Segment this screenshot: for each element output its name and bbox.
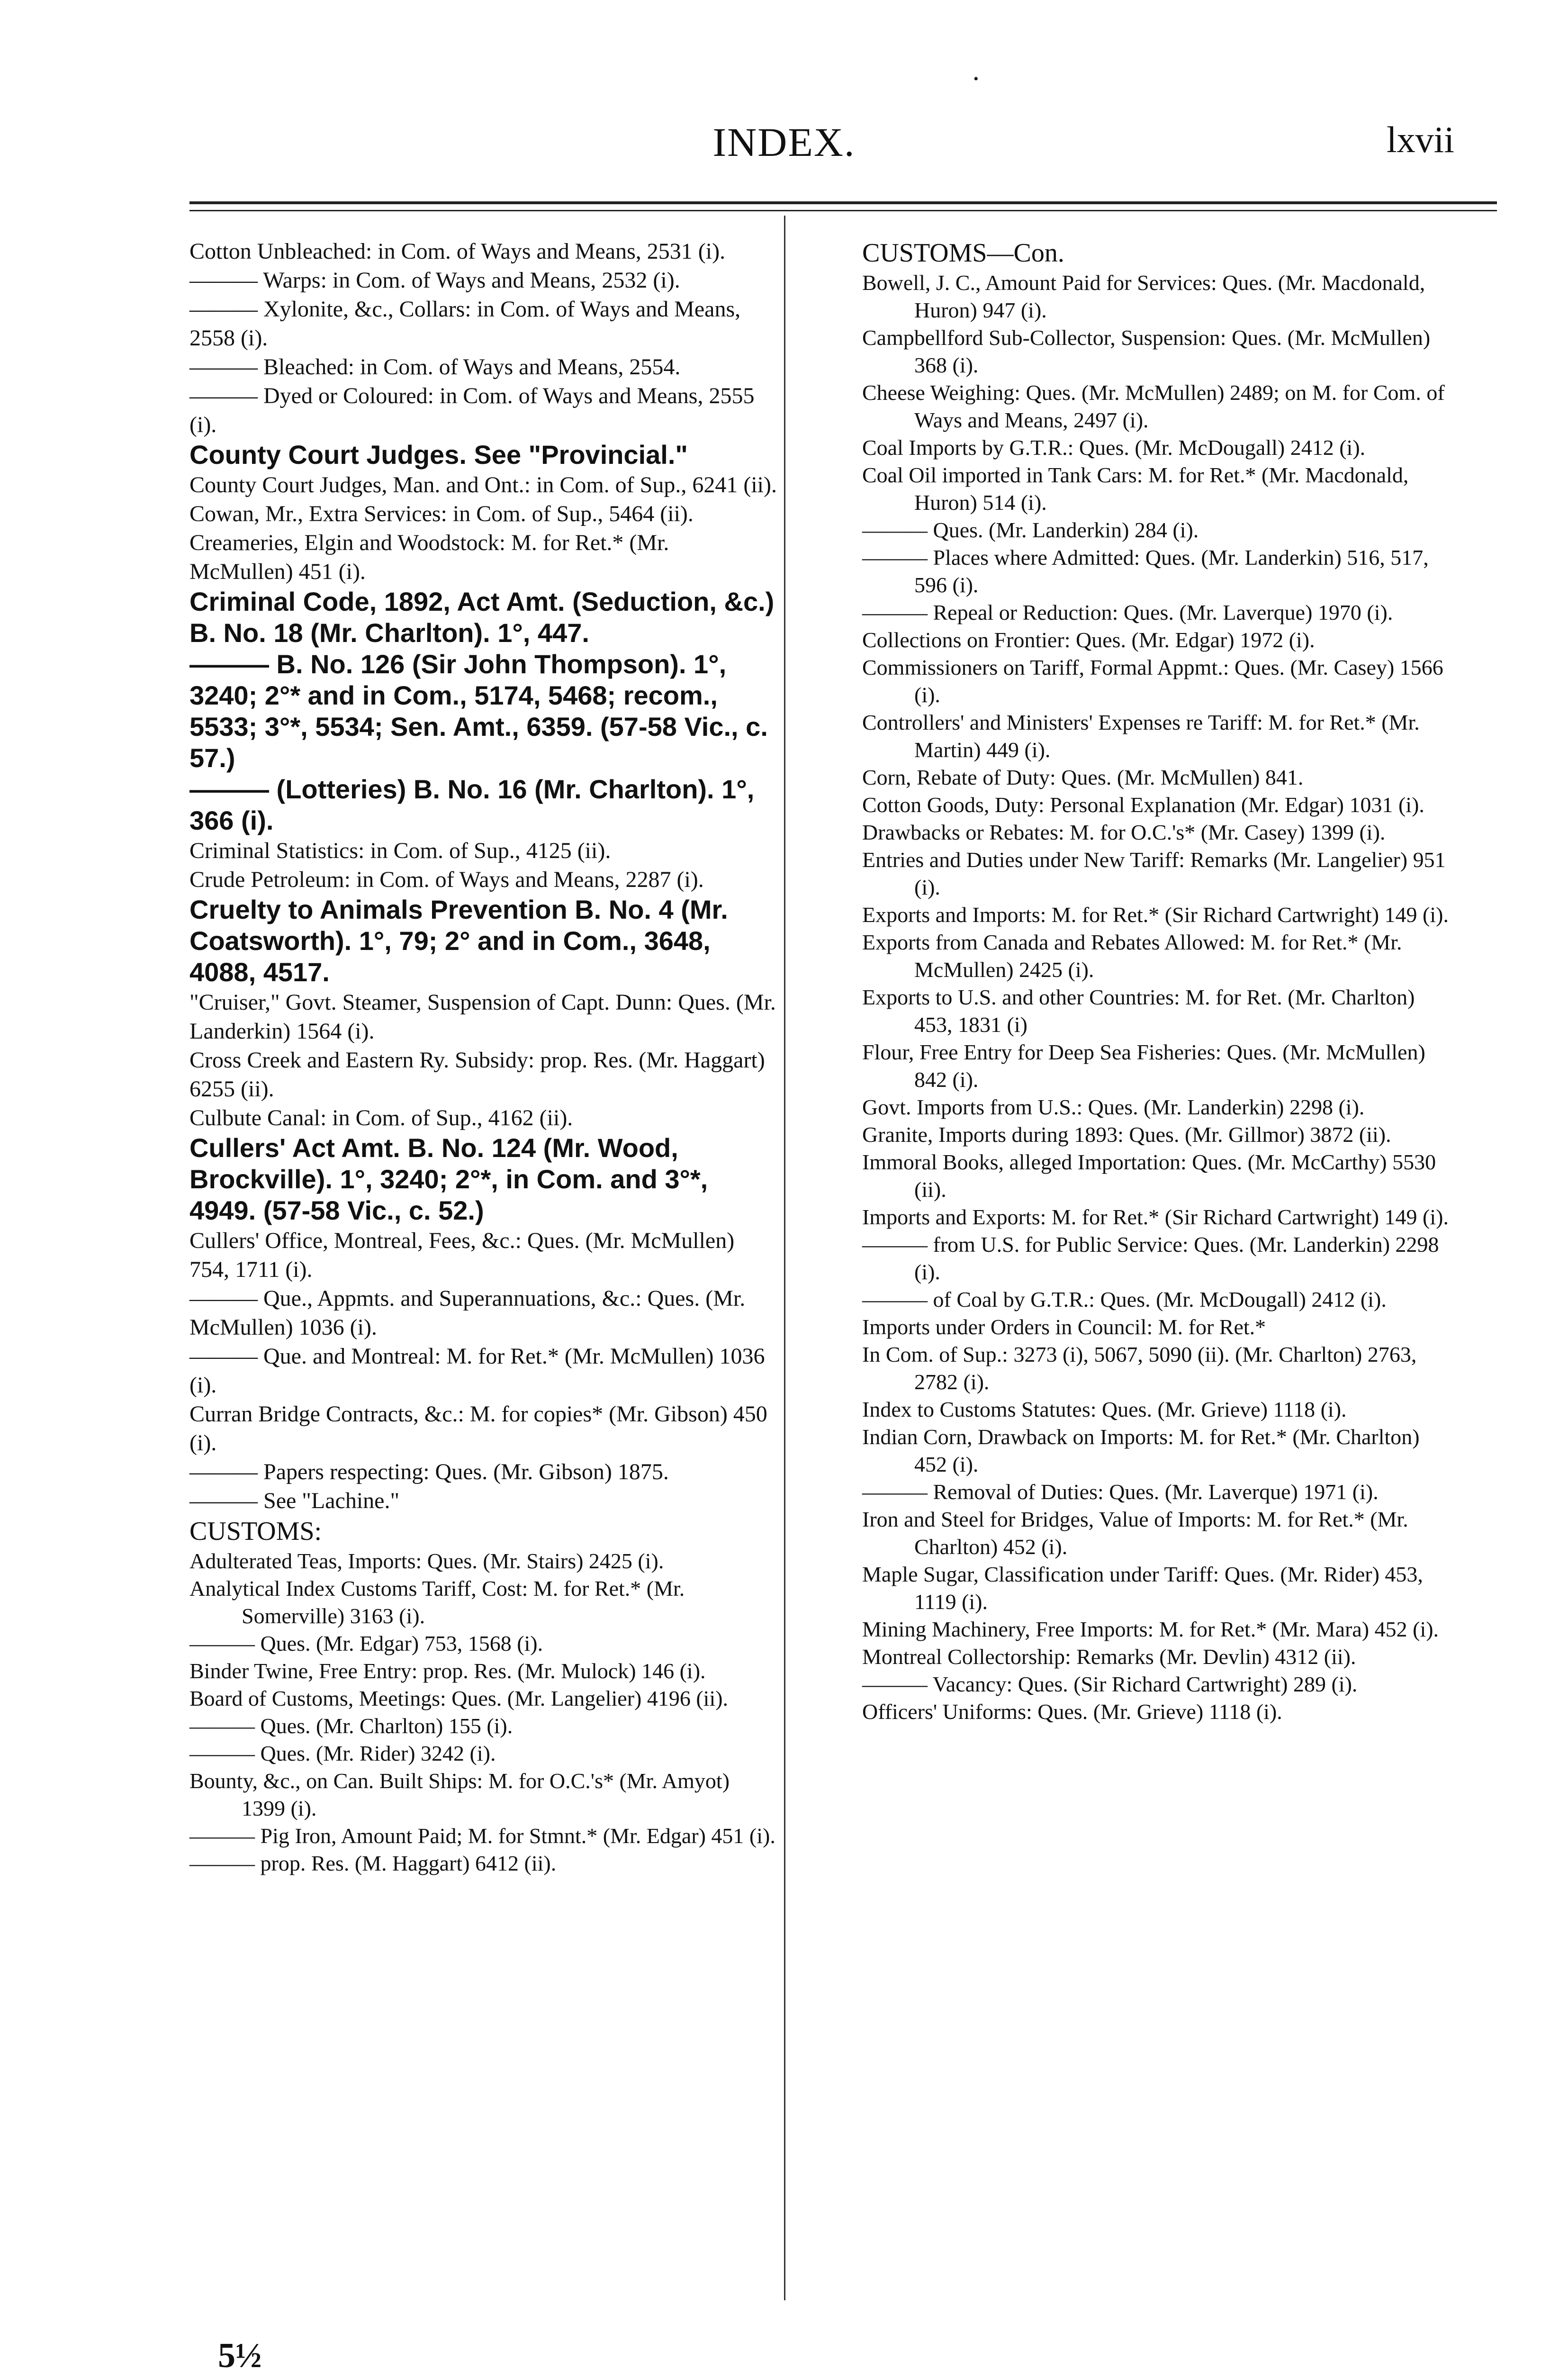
index-entry: Flour, Free Entry for Deep Sea Fisheries: Ques. (Mr. McMullen) 842 (i).	[862, 1040, 1425, 1092]
index-entry: Criminal Statistics: in Com. of Sup., 4125 (ii).	[189, 838, 611, 863]
index-entry: Collections on Frontier: Ques. (Mr. Edgar) 1972 (i).	[862, 628, 1315, 652]
index-entry: Criminal Code, 1892, Act Amt. (Seduction, &c.) B. No. 18 (Mr. Charlton). 1°, 447.	[189, 587, 775, 648]
index-entry: ——— Papers respecting: Ques. (Mr. Gibson) 1875.	[189, 1459, 669, 1484]
index-entry: Controllers' and Ministers' Expenses re Tariff: M. for Ret.* (Mr. Martin) 449 (i).	[862, 710, 1420, 762]
index-entry: Cullers' Office, Montreal, Fees, &c.: Ques. (Mr. McMullen) 754, 1711 (i).	[189, 1228, 735, 1282]
index-entry: Entries and Duties under New Tariff: Remarks (Mr. Langelier) 951 (i).	[862, 848, 1446, 899]
index-entry: Bowell, J. C., Amount Paid for Services: Ques. (Mr. Macdonald, Huron) 947 (i).	[862, 271, 1425, 322]
index-entry: Mining Machinery, Free Imports: M. for Ret.* (Mr. Mara) 452 (i).	[862, 1617, 1439, 1641]
index-entry: Granite, Imports during 1893: Ques. (Mr. Gillmor) 3872 (ii).	[862, 1122, 1391, 1147]
index-entry: Index to Customs Statutes: Ques. (Mr. Grieve) 1118 (i).	[862, 1397, 1347, 1421]
index-entry: ——— Places where Admitted: Ques. (Mr. Landerkin) 516, 517, 596 (i).	[862, 545, 1429, 597]
index-entry: ——— Vacancy: Ques. (Sir Richard Cartwright) 289 (i).	[862, 1672, 1358, 1696]
signature-mark: 5½	[218, 2336, 262, 2369]
index-entry: Immoral Books, alleged Importation: Ques. (Mr. McCarthy) 5530 (ii).	[862, 1150, 1436, 1202]
index-entry: Cotton Goods, Duty: Personal Explanation (Mr. Edgar) 1031 (i).	[862, 793, 1424, 817]
index-entry: Imports under Orders in Council: M. for Ret.*	[862, 1315, 1266, 1339]
index-entry: ——— Ques. (Mr. Landerkin) 284 (i).	[862, 518, 1199, 542]
index-entry: ——— Bleached: in Com. of Ways and Means, 2554.	[189, 354, 681, 380]
index-entry: Drawbacks or Rebates: M. for O.C.'s* (Mr. Casey) 1399 (i).	[862, 820, 1386, 844]
index-entry: Adulterated Teas, Imports: Ques. (Mr. Stairs) 2425 (i).	[189, 1549, 664, 1573]
index-entry: Indian Corn, Drawback on Imports: M. for Ret.* (Mr. Charlton) 452 (i).	[862, 1425, 1420, 1476]
page-header	[0, 118, 1568, 166]
index-entry: ——— from U.S. for Public Service: Ques. (Mr. Landerkin) 2298 (i).	[862, 1232, 1439, 1284]
index-entry: Cullers' Act Amt. B. No. 124 (Mr. Wood, Brockville). 1°, 3240; 2°*, in Com. and 3°*, 4949. (57-58 Vic., c. 52.)	[189, 1133, 708, 1225]
index-entry: Govt. Imports from U.S.: Ques. (Mr. Landerkin) 2298 (i).	[862, 1095, 1365, 1119]
index-entry: Maple Sugar, Classification under Tariff: Ques. (Mr. Rider) 453, 1119 (i).	[862, 1562, 1423, 1614]
index-entry: ——— Que. and Montreal: M. for Ret.* (Mr. McMullen) 1036 (i).	[189, 1344, 765, 1398]
index-entry: Bounty, &c., on Can. Built Ships: M. for O.C.'s* (Mr. Amyot) 1399 (i).	[189, 1769, 730, 1820]
index-entry: Cowan, Mr., Extra Services: in Com. of Sup., 5464 (ii).	[189, 501, 694, 526]
index-entry: CUSTOMS—Con.	[862, 238, 1064, 268]
page-number: lxvii	[1386, 119, 1454, 160]
index-entry: Commissioners on Tariff, Formal Appmt.: Ques. (Mr. Casey) 1566 (i).	[862, 655, 1443, 707]
index-entry: Cotton Unbleached: in Com. of Ways and Means, 2531 (i).	[189, 239, 726, 264]
index-entry: ——— Dyed or Coloured: in Com. of Ways and Means, 2555 (i).	[189, 383, 755, 437]
index-entry: County Court Judges, Man. and Ont.: in Com. of Sup., 6241 (ii).	[189, 472, 777, 497]
index-entry: Culbute Canal: in Com. of Sup., 4162 (ii).	[189, 1105, 573, 1130]
index-entry: CUSTOMS:	[189, 1517, 322, 1546]
index-entry: Imports and Exports: M. for Ret.* (Sir Richard Cartwright) 149 (i).	[862, 1205, 1449, 1229]
index-entry: ——— (Lotteries) B. No. 16 (Mr. Charlton). 1°, 366 (i).	[189, 774, 755, 835]
stray-dot: •	[973, 71, 979, 87]
index-entry: ——— Xylonite, &c., Collars: in Com. of Ways and Means, 2558 (i).	[189, 297, 741, 351]
header-rule-thick	[189, 201, 1497, 204]
index-entry: Exports from Canada and Rebates Allowed: M. for Ret.* (Mr. McMullen) 2425 (i).	[862, 930, 1402, 982]
index-entry: "Cruiser," Govt. Steamer, Suspension of Capt. Dunn: Ques. (Mr. Landerkin) 1564 (i).	[189, 990, 776, 1044]
index-entry: Board of Customs, Meetings: Ques. (Mr. Langelier) 4196 (ii).	[189, 1686, 729, 1710]
index-entry: ——— of Coal by G.T.R.: Ques. (Mr. McDougall) 2412 (i).	[862, 1287, 1387, 1311]
index-entry: Coal Oil imported in Tank Cars: M. for Ret.* (Mr. Macdonald, Huron) 514 (i).	[862, 463, 1409, 515]
index-entry: ——— Pig Iron, Amount Paid; M. for Stmnt.* (Mr. Edgar) 451 (i).	[189, 1824, 775, 1848]
index-entry: Montreal Collectorship: Remarks (Mr. Devlin) 4312 (ii).	[862, 1645, 1356, 1669]
index-entry: Campbellford Sub-Collector, Suspension: Ques. (Mr. McMullen) 368 (i).	[862, 326, 1431, 377]
index-entry: Exports and Imports: M. for Ret.* (Sir Richard Cartwright) 149 (i).	[862, 903, 1449, 927]
index-entry: Corn, Rebate of Duty: Ques. (Mr. McMullen) 841.	[862, 765, 1304, 789]
index-entry: Crude Petroleum: in Com. of Ways and Means, 2287 (i).	[189, 867, 704, 892]
index-entry: ——— Ques. (Mr. Edgar) 753, 1568 (i).	[189, 1631, 543, 1655]
index-entry: Cross Creek and Eastern Ry. Subsidy: prop. Res. (Mr. Haggart) 6255 (ii).	[189, 1048, 765, 1102]
left-column	[189, 237, 777, 1877]
index-entry: Iron and Steel for Bridges, Value of Imports: M. for Ret.* (Mr. Charlton) 452 (i).	[862, 1507, 1408, 1559]
index-entry: Creameries, Elgin and Woodstock: M. for Ret.* (Mr. McMullen) 451 (i).	[189, 530, 669, 584]
header-rule-thin	[189, 210, 1497, 211]
page-title: INDEX.	[712, 119, 856, 165]
index-entry: Cruelty to Animals Prevention B. No. 4 (Mr. Coatsworth). 1°, 79; 2° and in Com., 3648, 4088, 4517.	[189, 895, 728, 987]
index-entry: ——— Ques. (Mr. Charlton) 155 (i).	[189, 1714, 513, 1738]
index-entry: ——— Repeal or Reduction: Ques. (Mr. Laverque) 1970 (i).	[862, 600, 1393, 624]
index-entry: ——— Que., Appmts. and Superannuations, &c.: Ques. (Mr. McMullen) 1036 (i).	[189, 1286, 746, 1340]
index-entry: Coal Imports by G.T.R.: Ques. (Mr. McDougall) 2412 (i).	[862, 435, 1366, 460]
index-entry: ——— See "Lachine."	[189, 1488, 400, 1513]
right-column	[862, 237, 1450, 1726]
column-divider	[784, 216, 785, 2300]
index-entry: ——— prop. Res. (M. Haggart) 6412 (ii).	[189, 1851, 557, 1875]
index-entry: Officers' Uniforms: Ques. (Mr. Grieve) 1118 (i).	[862, 1700, 1282, 1724]
index-entry: Analytical Index Customs Tariff, Cost: M. for Ret.* (Mr. Somerville) 3163 (i).	[189, 1576, 685, 1628]
index-entry: County Court Judges. See "Provincial."	[189, 440, 688, 470]
index-entry: Cheese Weighing: Ques. (Mr. McMullen) 2489; on M. for Com. of Ways and Means, 2497 (i).	[862, 380, 1445, 432]
index-entry: ——— B. No. 126 (Sir John Thompson). 1°, 3240; 2°* and in Com., 5174, 5468; recom., 5533; 3°*, 5534; Sen. Amt., 6359. (57-58 Vic., c. 57.)	[189, 649, 768, 773]
index-entry: ——— Ques. (Mr. Rider) 3242 (i).	[189, 1741, 496, 1765]
index-entry: Binder Twine, Free Entry: prop. Res. (Mr. Mulock) 146 (i).	[189, 1659, 706, 1683]
index-entry: ——— Warps: in Com. of Ways and Means, 2532 (i).	[189, 268, 680, 293]
index-entry: ——— Removal of Duties: Ques. (Mr. Laverque) 1971 (i).	[862, 1480, 1379, 1504]
index-entry: Curran Bridge Contracts, &c.: M. for copies* (Mr. Gibson) 450 (i).	[189, 1402, 767, 1456]
index-entry: Exports to U.S. and other Countries: M. for Ret. (Mr. Charlton) 453, 1831 (i)	[862, 985, 1415, 1037]
index-entry: In Com. of Sup.: 3273 (i), 5067, 5090 (ii). (Mr. Charlton) 2763, 2782 (i).	[862, 1342, 1417, 1394]
